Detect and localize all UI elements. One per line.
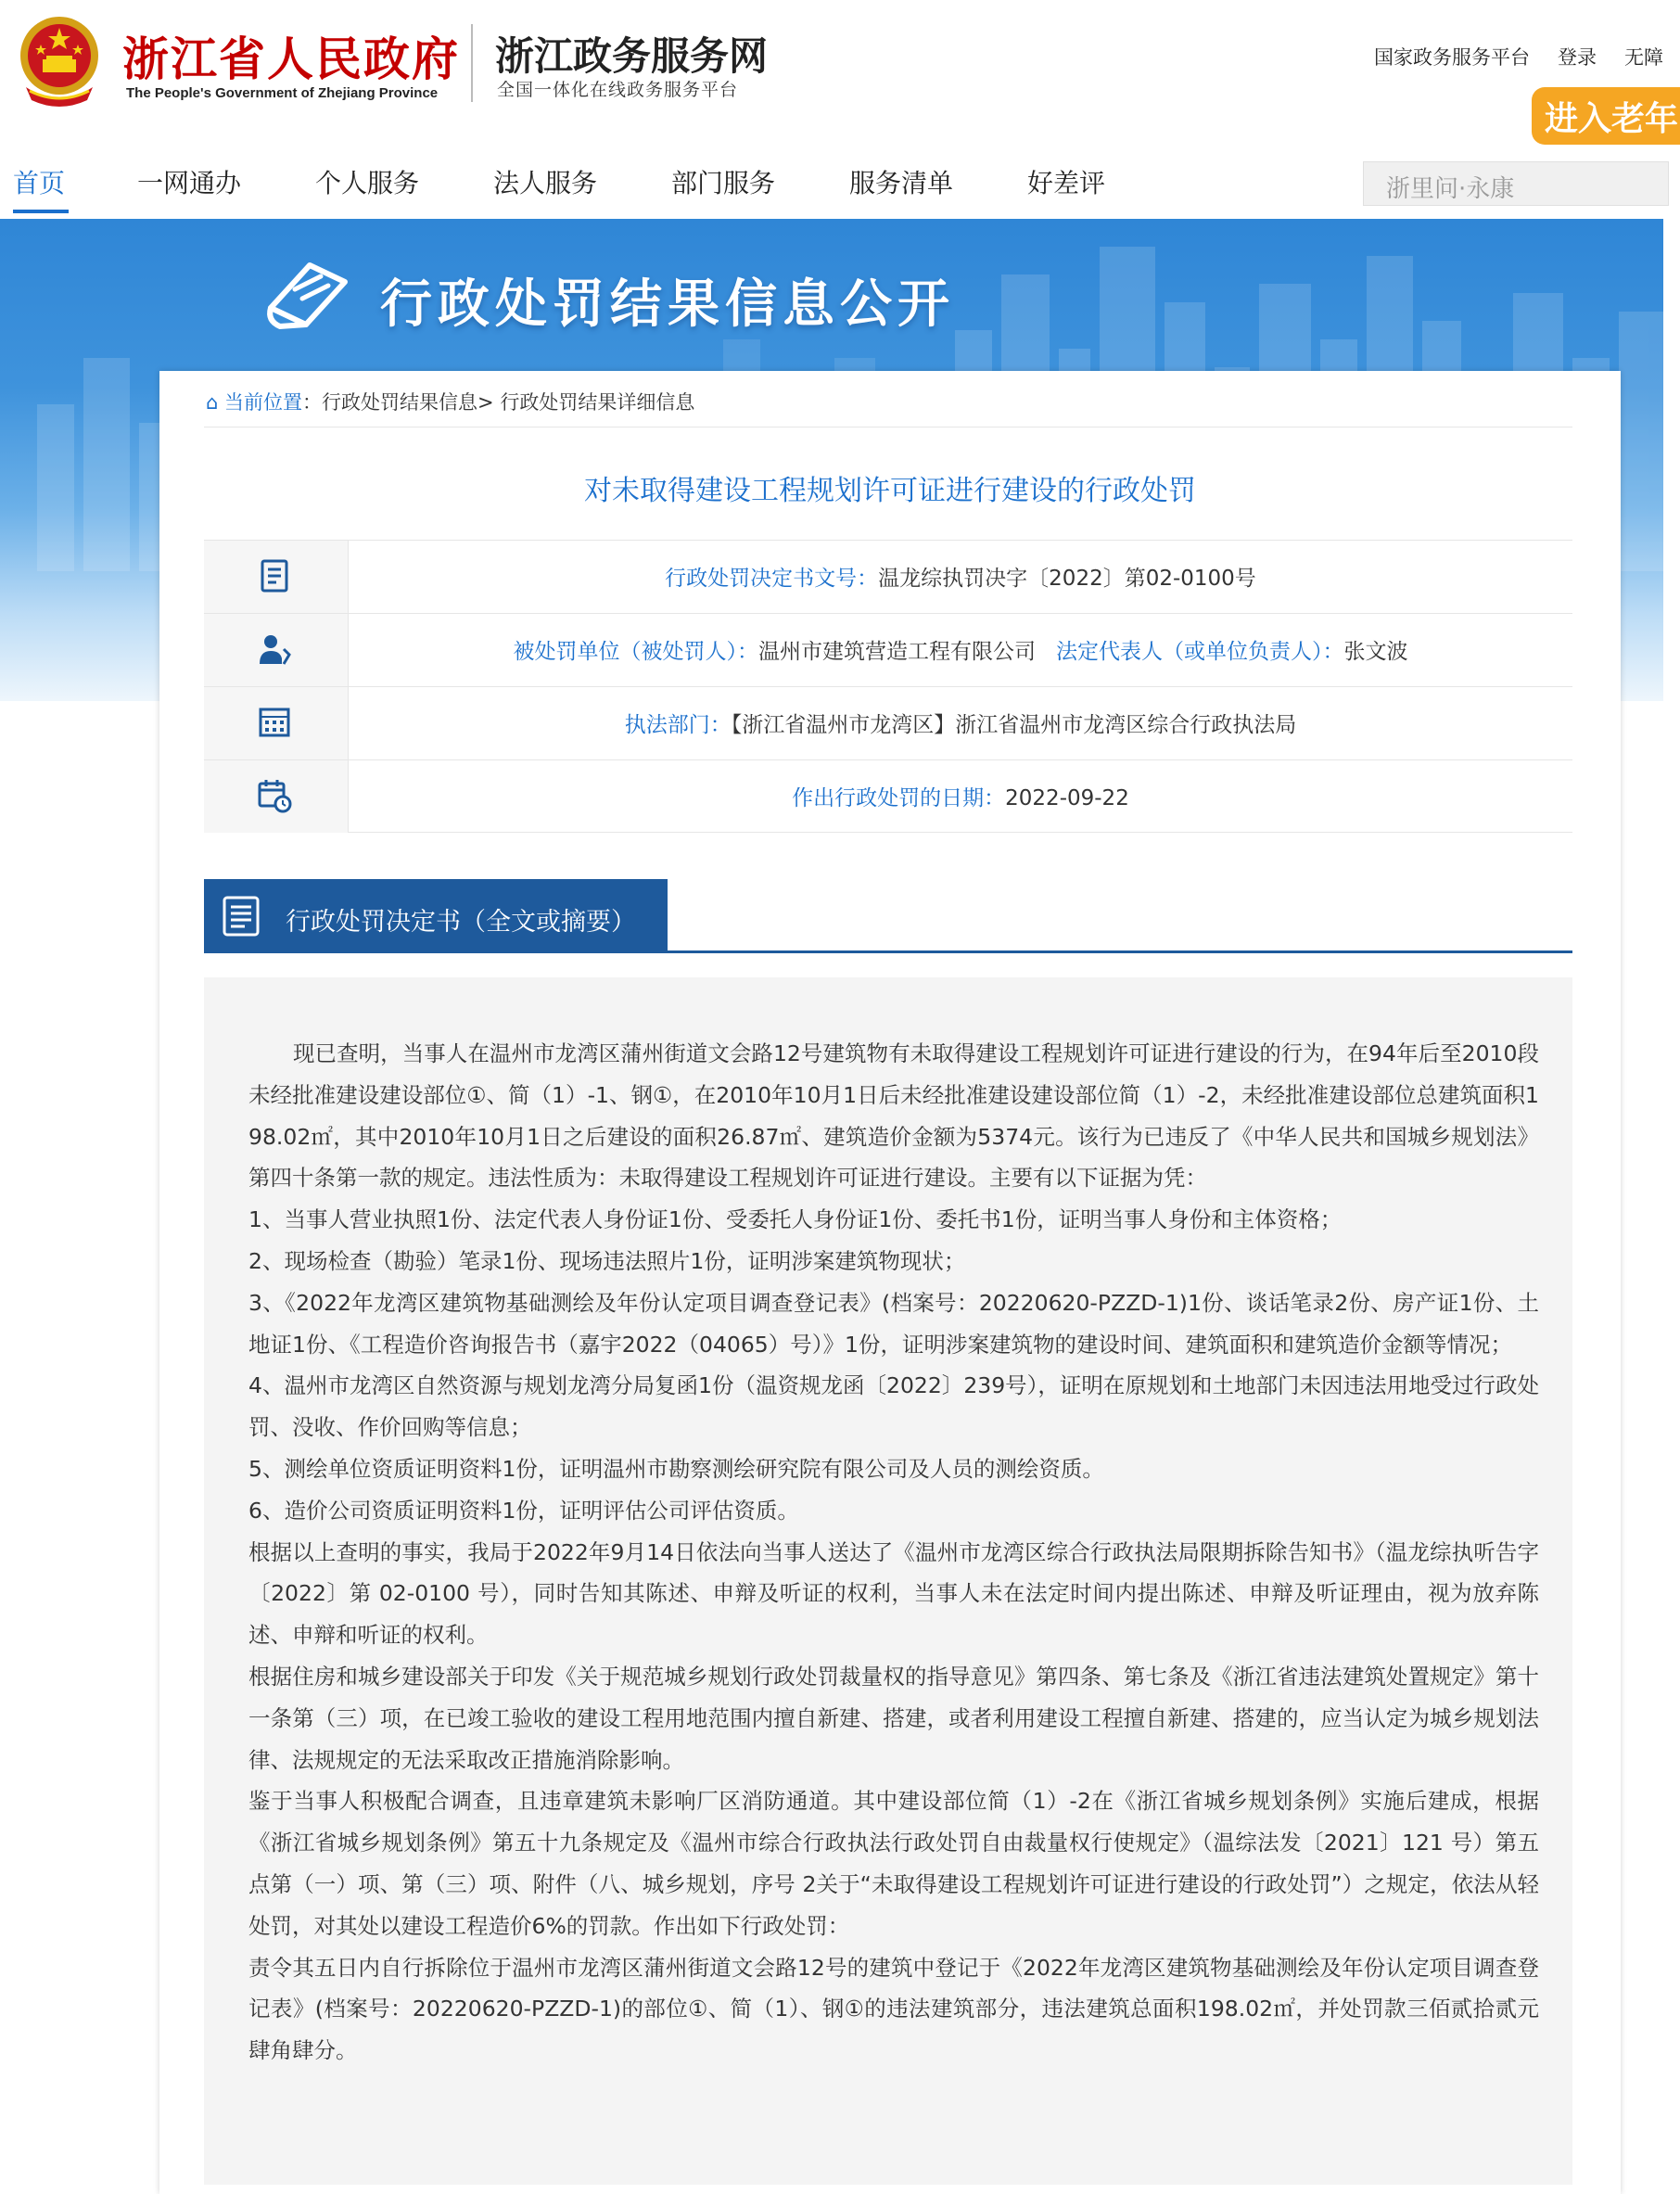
nav-one-stop[interactable]: 一网通办 (137, 168, 242, 198)
main-nav (0, 158, 1663, 217)
info-row-party (204, 613, 1572, 686)
national-platform-link[interactable]: 国家政务服务平台 (1374, 46, 1530, 69)
date-value: 2022-09-22 (1005, 786, 1129, 810)
top-links (1346, 43, 1663, 70)
party-label: 被处罚单位（被处罚人）： (513, 640, 759, 664)
section-title: 行政处罚决定书（全文或摘要） (286, 908, 636, 937)
service-subtitle: 全国一体化在线政务服务平台 (497, 80, 739, 100)
decision-document (204, 977, 1572, 2185)
site-header (0, 0, 1679, 139)
gov-subtitle: The People's Government of Zhejiang Province (126, 85, 439, 101)
nav-home[interactable]: 首页 (13, 168, 66, 198)
breadcrumb-level2[interactable]: 行政处罚结果详细信息 (500, 391, 695, 414)
document-paragraph: 1、当事人营业执照1份、法定代表人身份证1份、受委托人身份证1份、委托书1份，证明当事人身份和主体资格； (248, 1206, 1343, 1233)
breadcrumb-home[interactable]: 当前位置 (224, 391, 303, 414)
party-value: 温州市建筑营造工程有限公司 (758, 640, 1037, 664)
page-title: 对未取得建设工程规划许可证进行建设的行政处罚 (584, 475, 1196, 507)
document-icon (256, 557, 293, 594)
calendar-clock-icon (256, 777, 293, 814)
breadcrumb-level1[interactable]: 行政处罚结果信息> (322, 391, 494, 414)
nav-active-indicator (13, 210, 69, 213)
nav-service-list[interactable]: 服务清单 (849, 168, 954, 198)
info-row-decision-no (204, 540, 1572, 613)
document-paragraph: 根据住房和城乡建设部关于印发《关于规范城乡规划行政处罚裁量权的指导意见》第四条、第七条及《浙江省违法建筑处置规定》第十一条第（三）项，在已竣工验收的建设工程用地范围内擅自新建、搭建，或者利用建设工程擅自新建、搭建的，应当认定为城乡规划法律、法规规定的无法采取改正措施消除影响。 (248, 1663, 1539, 1773)
legal-rep-value: 张文波 (1343, 640, 1408, 664)
banner-title: 行政处罚结果信息公开 (380, 274, 955, 335)
nav-department[interactable]: 部门服务 (671, 168, 776, 198)
info-row-date (204, 759, 1572, 833)
nav-legal-entity[interactable]: 法人服务 (493, 168, 598, 198)
national-emblem-icon (17, 13, 102, 108)
breadcrumb-sep: ： (302, 391, 323, 414)
document-paragraph: 4、温州市龙湾区自然资源与规划龙湾分局复函1份（温资规龙函〔2022〕239号），证明在原规划和土地部门未因违法用地受过行政处罚、没收、作价回购等信息； (248, 1372, 1539, 1441)
book-icon (261, 256, 352, 332)
document-paragraph: 3、《2022年龙湾区建筑物基础测绘及年份认定项目调查登记表》(档案号：20220620-PZZD-1)1份、谈话笔录2份、房产证1份、土地证1份、《工程造价咨询报告书（嘉宇2022（04065）号）》1份，证明涉案建筑物的建设时间、建筑面积和建筑造价金额等情况； (248, 1289, 1539, 1358)
document-paragraph: 6、造价公司资质证明资料1份，证明评估公司评估资质。 (248, 1497, 799, 1524)
person-icon (256, 631, 293, 668)
info-party (350, 634, 1572, 665)
info-decision-no (350, 561, 1572, 592)
info-table (204, 540, 1572, 833)
building-icon (256, 704, 293, 741)
info-icon-cell (204, 687, 349, 759)
decision-no-label: 行政处罚决定书文号： (665, 567, 879, 591)
date-label: 作出行政处罚的日期： (792, 786, 1006, 810)
section-header (204, 879, 1572, 953)
decision-no-value: 温龙综执罚决字〔2022〕第02-0100号 (878, 567, 1256, 591)
document-paragraph: 5、测绘单位资质证明资料1份，证明温州市勘察测绘研究院有限公司及人员的测绘资质。 (248, 1455, 1104, 1482)
dept-value: 【浙江省温州市龙湾区】浙江省温州市龙湾区综合行政执法局 (731, 713, 1297, 737)
document-paragraph: 责令其五日内自行拆除位于温州市龙湾区蒲州街道文会路12号的建筑中登记于《2022年龙湾区建筑物基础测绘及年份认定项目调查登记表》(档案号：20220620-PZZD-1)的部位①、简（1）、钢①的违法建筑部分，违法建筑总面积198.02㎡，并处罚款三佰贰拾贰元肆角肆分。 (248, 1954, 1539, 2064)
nav-rating[interactable]: 好差评 (1027, 168, 1106, 198)
breadcrumb (206, 388, 694, 415)
legal-rep-label: 法定代表人（或单位负责人）： (1055, 640, 1344, 664)
section-tab (204, 879, 668, 953)
document-list-icon (219, 894, 263, 938)
info-icon-cell (204, 541, 349, 613)
accessibility-link[interactable]: 无障 (1624, 46, 1663, 69)
dept-label: 执法部门： (624, 713, 732, 737)
document-paragraph: 根据以上查明的事实，我局于2022年9月14日依法向当事人送达了《温州市龙湾区综合行政执法局限期拆除告知书》（温龙综执听告字〔2022〕第 02-0100 号），同时告知其陈述、申辩及听证的权利，当事人未在法定时间内提出陈述、申辩及听证理由，视为放弃陈述、申辩和听证的权利。 (248, 1538, 1539, 1649)
gov-title[interactable]: 浙江省人民政府 (122, 32, 460, 86)
header-divider (471, 24, 473, 102)
elder-mode-button[interactable]: 进入老年 (1532, 87, 1680, 145)
search-input[interactable]: 浙里问·永康 (1363, 161, 1669, 206)
service-title[interactable]: 浙江政务服务网 (495, 33, 769, 79)
document-paragraph: 2、现场检查（勘验）笔录1份、现场违法照片1份，证明涉案建筑物现状； (248, 1247, 966, 1274)
login-link[interactable]: 登录 (1558, 46, 1597, 69)
document-paragraph: 鉴于当事人积极配合调查，且违章建筑未影响厂区消防通道。其中建设部位简（1）-2在《浙江省城乡规划条例》实施后建成，根据《浙江省城乡规划条例》第五十九条规定及《温州市综合行政执法行政处罚自由裁量权行使规定》（温综法发〔2021〕121 号）第五点第（一）项、第（三）项、附件（八、城乡规划，序号 2关于“未取得建设工程规划许可证进行建设的行政处罚”）之规定，依法从轻处罚，对其处以建设工程造价6%的罚款。作出如下行政处罚： (248, 1788, 1539, 1939)
nav-personal[interactable]: 个人服务 (315, 168, 420, 198)
info-icon-cell (204, 614, 349, 686)
content-panel (159, 371, 1621, 2194)
info-date (350, 781, 1572, 811)
info-row-dept (204, 686, 1572, 759)
home-icon[interactable]: ⌂ (206, 391, 219, 414)
document-paragraph: 现已查明，当事人在温州市龙湾区蒲州街道文会路12号建筑物有未取得建设工程规划许可证进行建设的行为，在94年后至2010段未经批准建设建设部位①、简（1）-1、钢①，在2010年10月1日后未经批准建设建设部位简（1）-2，未经批准建设部位总建筑面积198.02㎡，其中2010年10月1日之后建设的面积26.87㎡、建筑造价金额为5374元。该行为已违反了《中华人民共和国城乡规划法》第四十条第一款的规定。违法性质为：未取得建设工程规划许可证进行建设。主要有以下证据为凭： (248, 1040, 1539, 1192)
info-icon-cell (204, 760, 349, 833)
info-dept (350, 708, 1572, 738)
